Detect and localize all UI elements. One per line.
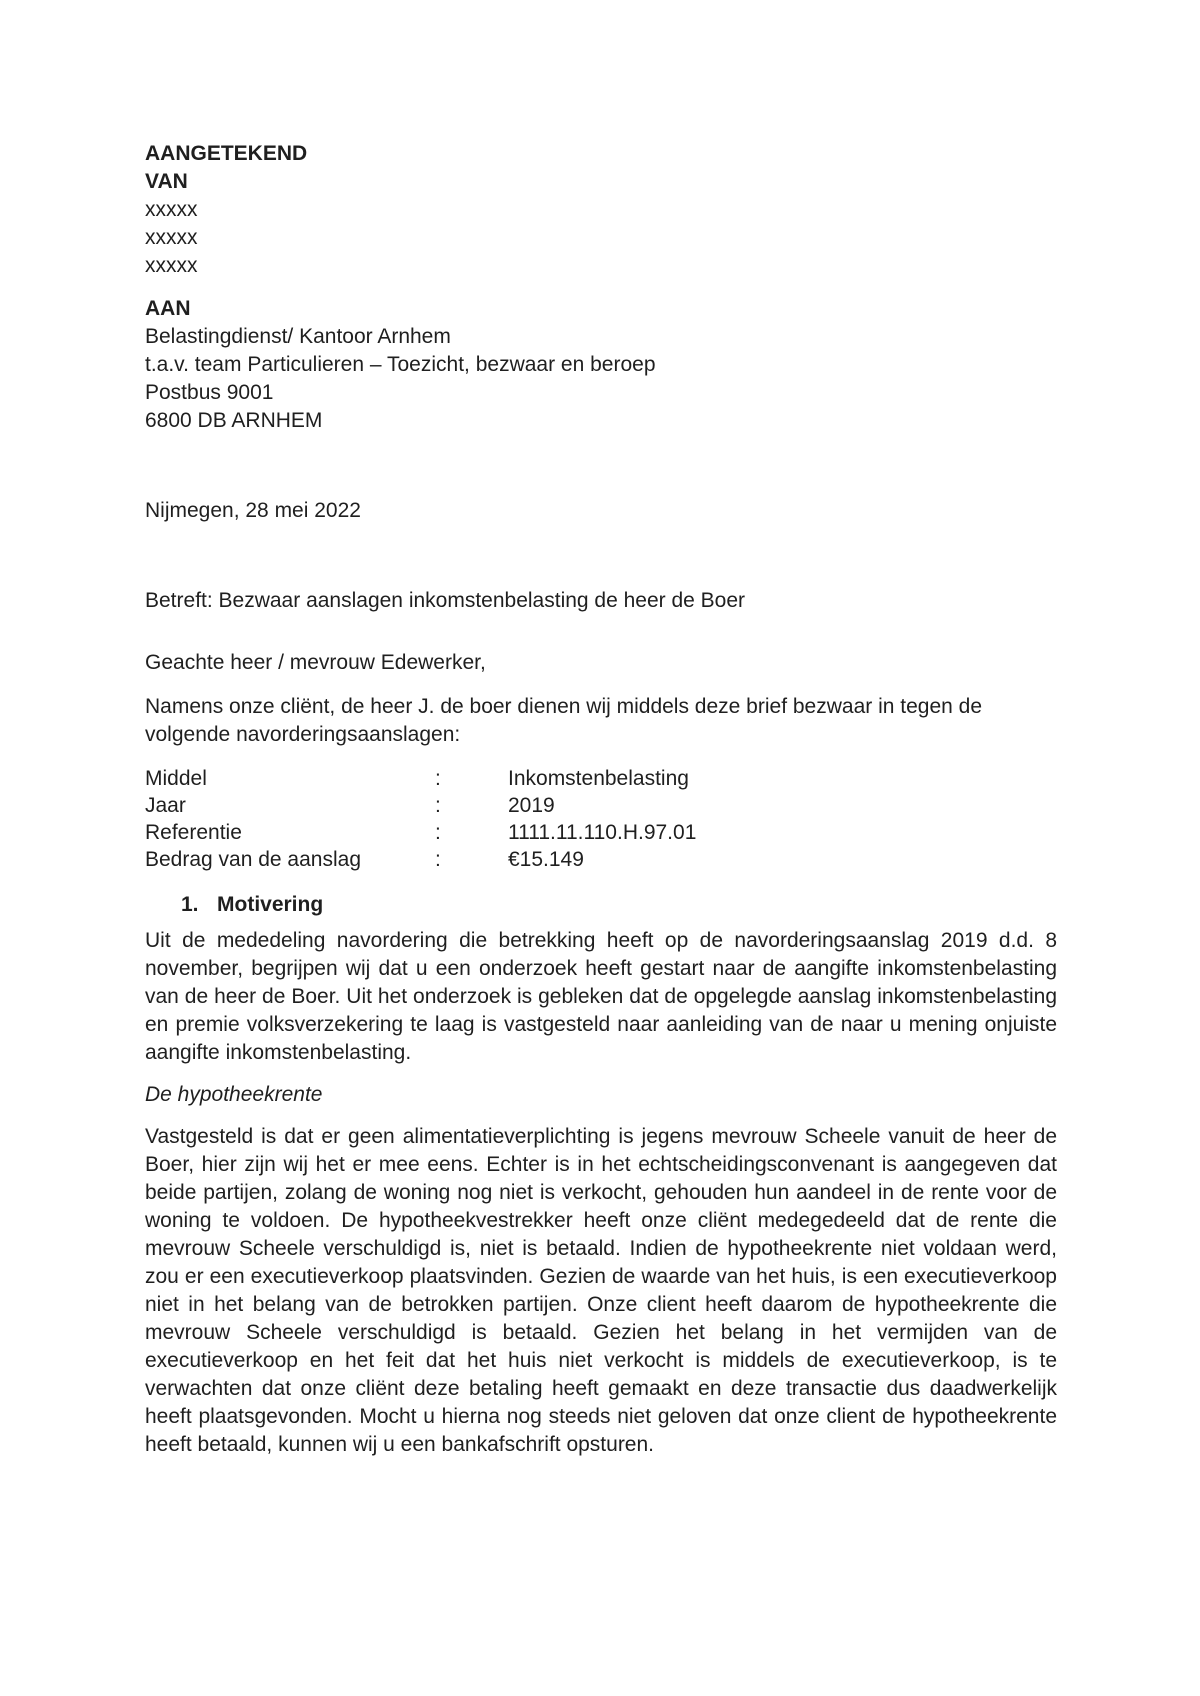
recipient-line: 6800 DB ARNHEM (145, 409, 323, 432)
sender-block (145, 140, 1057, 280)
section-number: 1. (181, 893, 199, 916)
sender-line: xxxxx (145, 198, 198, 221)
detail-label: Bedrag van de aanslag (145, 848, 361, 871)
registered-label: AANGETEKEND (145, 142, 308, 165)
salutation: Geachte heer / mevrouw Edewerker, (145, 651, 486, 674)
detail-separator: : (435, 767, 441, 790)
detail-row (145, 765, 696, 792)
detail-row (145, 819, 696, 846)
detail-label: Jaar (145, 794, 186, 817)
recipient-block (145, 295, 1057, 435)
section-title: Motivering (217, 893, 324, 916)
detail-value: 1111.11.110.H.97.01 (508, 821, 697, 844)
detail-value: €15.149 (508, 848, 584, 871)
to-label: AAN (145, 297, 191, 320)
detail-row (145, 792, 696, 819)
mortgage-interest-paragraph: Vastgesteld is dat er geen alimentatieverplichting is jegens mevrouw Scheele vanuit de heer de Boer, hier zijn wij het er mee eens. Echter is in het echtscheidingsconvenant is aangegeven dat beide partijen, zolang de woning nog niet is verkocht, gehouden hun aandeel in de rente voor de woning te voldoen. De hypotheekvestrekker heeft onze cliënt medegedeeld dat de rente die mevrouw Scheele verschuldigd is, niet is betaald. Indien de hypotheekrente niet voldaan werd, zou er een executieverkoop plaatsvinden. Gezien de waarde van het huis, is een executieverkoop niet in het belang van de betrokken partijen. Onze client heeft daarom de hypotheekrente die mevrouw Scheele verschuldigd is betaald. Gezien het belang in het vermijden van de executieverkoop en het feit dat het huis niet verkocht is middels de executieverkoop, is te verwachten dat onze cliënt deze betaling heeft gemaakt en deze transactie dus daadwerkelijk heeft plaatsgevonden. Mocht u hierna nog steeds niet geloven dat onze client de hypotheekrente heeft betaald, kunnen wij u een bankafschrift opsturen. (145, 1125, 1057, 1456)
detail-separator: : (435, 821, 441, 844)
sender-line: xxxxx (145, 254, 198, 277)
recipient-line: Belastingdienst/ Kantoor Arnhem (145, 325, 451, 348)
detail-value: Inkomstenbelasting (508, 767, 689, 790)
recipient-line: t.a.v. team Particulieren – Toezicht, bezwaar en beroep (145, 353, 656, 376)
sender-line: xxxxx (145, 226, 198, 249)
detail-label: Referentie (145, 821, 242, 844)
date-line: Nijmegen, 28 mei 2022 (145, 499, 361, 522)
detail-separator: : (435, 794, 441, 817)
detail-row (145, 846, 696, 873)
recipient-line: Postbus 9001 (145, 381, 274, 404)
section-heading (181, 891, 1057, 919)
intro-paragraph: Namens onze cliënt, de heer J. de boer dienen wij middels deze brief bezwaar in tegen de volgende navorderingsaanslagen: (145, 695, 982, 746)
detail-label: Middel (145, 767, 207, 790)
detail-value: 2019 (508, 794, 555, 817)
subheading: De hypotheekrente (145, 1083, 323, 1106)
detail-separator: : (435, 848, 441, 871)
motivation-paragraph: Uit de mededeling navordering die betrekking heeft op de navorderingsaanslag 2019 d.d. 8 november, begrijpen wij dat u een onderzoek heeft gestart naar de aangifte inkomstenbelasting van de heer de Boer. Uit het onderzoek is gebleken dat de opgelegde aanslag inkomstenbelasting en premie volksverzekering te laag is vastgesteld naar aanleiding van de naar u mening onjuiste aangifte inkomstenbelasting. (145, 929, 1057, 1064)
from-label: VAN (145, 170, 188, 193)
letter-page (145, 140, 1057, 1473)
subject-line: Betreft: Bezwaar aanslagen inkomstenbelasting de heer de Boer (145, 589, 746, 612)
assessment-details-table (145, 765, 696, 873)
